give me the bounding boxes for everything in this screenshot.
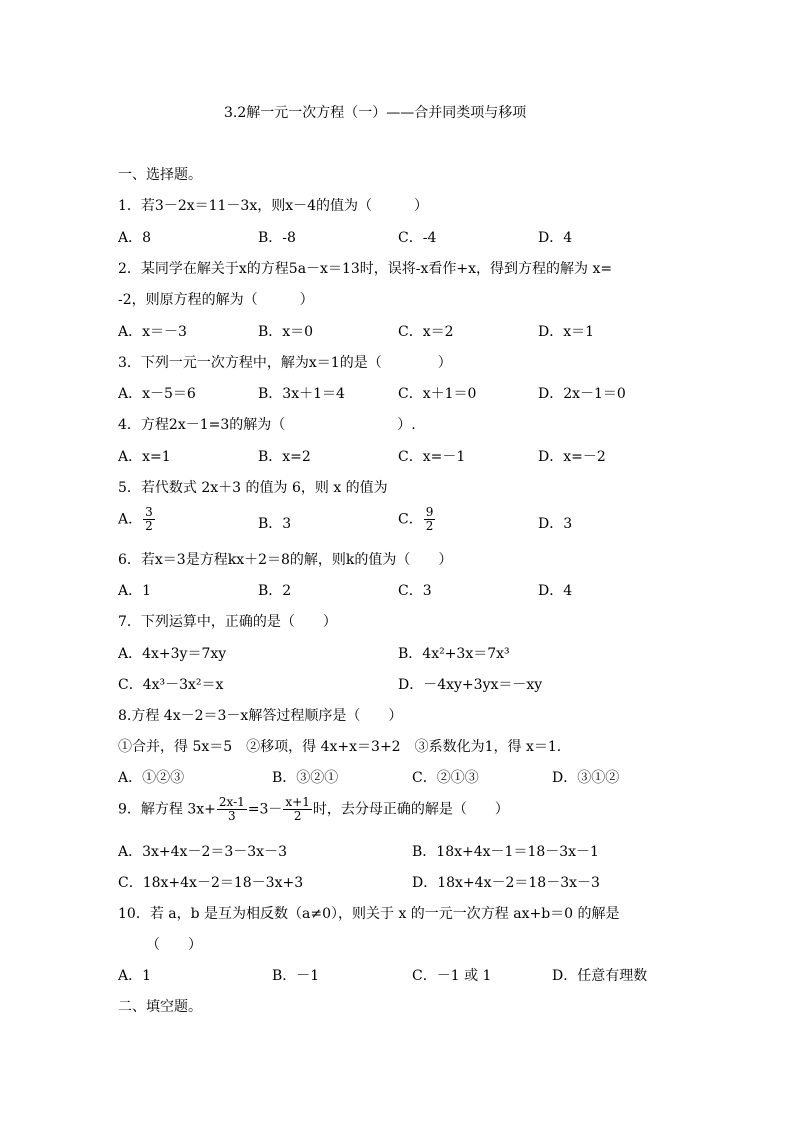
question-8-steps: ①合并，得 5x＝5 ②移项，得 4x+x＝3+2 ③系数化为1，得 x＝1. [118, 739, 562, 755]
section-heading-choice: 一、选择题。 [118, 167, 202, 183]
q7-option-d: D．－4xy+3yx＝－xy [398, 677, 543, 693]
q9-option-a: A．3x+4x－2＝3－3x－3 [118, 844, 287, 860]
q1-option-c: C．-4 [398, 230, 437, 246]
q5-option-a [118, 506, 156, 533]
q9-option-d: D．18x+4x－2＝18－3x－3 [412, 875, 600, 891]
question-1: 1．若3－2x＝11－3x，则x－4的值为（ ） [118, 198, 429, 214]
q7-option-a: A．4x+3y＝7xy [118, 646, 227, 662]
q3-option-c: C．x＋1＝0 [398, 386, 477, 402]
fraction-numerator: 2x-1 [218, 795, 245, 809]
fraction-numerator: 9 [425, 505, 434, 519]
question-3: 3．下列一元一次方程中，解为x＝1的是（ ） [118, 355, 452, 371]
fraction-numerator: 3 [145, 505, 153, 519]
question-10-line-1: 10．若 a，b 是互为相反数（a≠0），则关于 x 的一元一次方程 ax+b＝0 的解是 [118, 906, 620, 922]
question-4: 4．方程2x－1=3的解为（ ）. [118, 417, 416, 433]
question-7: 7．下列运算中，正确的是（ ） [118, 614, 337, 630]
question-2-line-2: -2，则原方程的解为（ ） [118, 292, 314, 308]
question-2-line-1: 2．某同学在解关于x的方程5a－x＝13时，误将-x看作+x，得到方程的解为 x= [118, 261, 613, 277]
fraction-numerator: x+1 [285, 795, 310, 809]
q4-option-a: A．x=1 [118, 449, 171, 465]
fraction [217, 796, 247, 823]
fraction [143, 506, 155, 533]
q8-option-c: C．②①③ [412, 770, 479, 786]
q5-option-d: D．3 [538, 516, 573, 532]
q8-option-d: D．③①② [552, 770, 620, 786]
q4-option-b: B．x=2 [258, 449, 311, 465]
q6-option-a: A．1 [118, 583, 152, 599]
q2-option-d: D．x＝1 [538, 324, 595, 340]
q4-option-d: D．x=－2 [538, 449, 606, 465]
q10-option-b: B．－1 [272, 968, 320, 984]
question-10-line-2: （ ） [146, 937, 202, 953]
q1-option-d: D．4 [538, 230, 573, 246]
section-heading-fill-in: 二、填空题。 [118, 999, 202, 1015]
fraction-denominator: 2 [145, 519, 153, 533]
q7-option-c: C．4x³－3x²＝x [118, 677, 224, 693]
fraction [424, 506, 436, 533]
q7-option-b: B．4x²+3x＝7x³ [398, 646, 510, 662]
q5-option-b: B．3 [258, 516, 292, 532]
fraction [283, 796, 311, 823]
q8-option-b: B．③②① [272, 770, 339, 786]
q6-option-b: B．2 [258, 583, 292, 599]
fraction-denominator: 2 [293, 809, 302, 823]
q2-option-b: B．x＝0 [258, 324, 314, 340]
question-8: 8.方程 4x－2＝3－x解答过程顺序是（ ） [118, 708, 403, 724]
q3-option-a: A．x－5＝6 [118, 386, 196, 402]
q6-option-d: D．4 [538, 583, 573, 599]
q5-option-c-label: C． [398, 511, 423, 528]
question-9 [118, 796, 509, 823]
q5-option-c [398, 506, 436, 533]
question-6: 6．若x＝3是方程kx＋2＝8的解，则k的值为（ ） [118, 552, 453, 568]
q10-option-d: D．任意有理数 [552, 968, 648, 984]
q9-stem-pre: 9．解方程 3x+ [118, 801, 216, 818]
q9-stem-post: 时，去分母正确的解是（ ） [312, 801, 509, 818]
q3-option-b: B．3x＋1＝4 [258, 386, 345, 402]
q2-option-a: A．x＝－3 [118, 324, 187, 340]
q3-option-d: D．2x－1＝0 [538, 386, 626, 402]
q2-option-c: C．x＝2 [398, 324, 454, 340]
q1-option-a: A．8 [118, 230, 152, 246]
q10-option-c: C．－1 或 1 [412, 968, 492, 984]
q1-option-b: B．-8 [258, 230, 296, 246]
q9-option-c: C．18x+4x－2＝18－3x+3 [118, 875, 304, 891]
q9-stem-mid: =3－ [247, 801, 283, 818]
q6-option-c: C．3 [398, 583, 432, 599]
fraction-denominator: 3 [228, 809, 236, 823]
page-title: 3.2解一元一次方程（一）——合并同类项与移项 [224, 105, 527, 121]
q8-option-a: A．①②③ [118, 770, 185, 786]
q4-option-c: C．x=－1 [398, 449, 466, 465]
q10-option-a: A．1 [118, 968, 152, 984]
q5-option-a-label: A． [118, 511, 143, 528]
q9-option-b: B．18x+4x－1＝18－3x－1 [412, 844, 599, 860]
fraction-denominator: 2 [425, 519, 434, 533]
question-5: 5．若代数式 2x＋3 的值为 6，则 x 的值为 [118, 480, 388, 496]
